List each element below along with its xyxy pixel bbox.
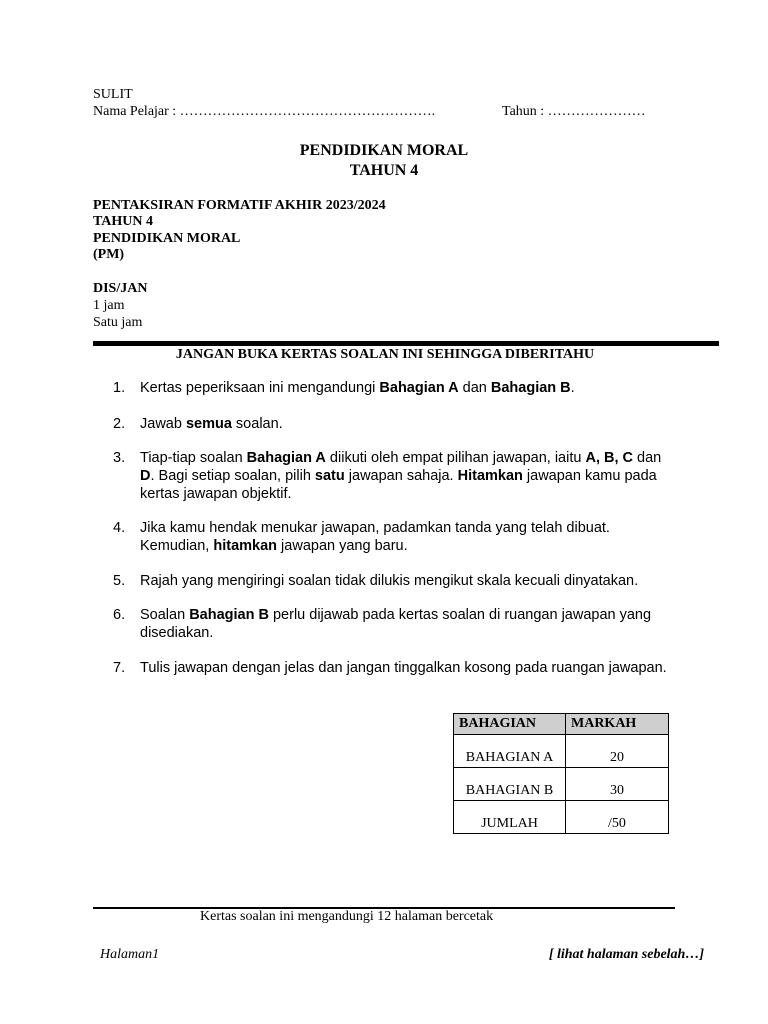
instruction-item bbox=[113, 606, 678, 642]
exam-duration: 1 jam bbox=[93, 298, 125, 313]
instruction-run: Soalan bbox=[140, 607, 190, 623]
instruction-run: dan bbox=[633, 450, 662, 466]
instruction-run: Jika kamu hendak menukar jawapan, padamkan tanda yang telah dibuat. Kemudian, bbox=[140, 520, 610, 554]
instruction-number: 2. bbox=[113, 416, 126, 432]
table-row bbox=[454, 735, 669, 768]
instruction-run: Rajah yang mengiringi soalan tidak dilukis mengikut skala kecuali dinyatakan. bbox=[140, 573, 639, 589]
instruction-text bbox=[140, 415, 678, 433]
instruction-item bbox=[113, 415, 678, 433]
instruction-run: Kertas peperiksaan ini mengandungi bbox=[140, 380, 380, 396]
exam-year: TAHUN 4 bbox=[93, 214, 154, 229]
instruction-run: Tulis jawapan dengan jelas dan jangan tinggalkan kosong pada ruangan jawapan. bbox=[140, 660, 667, 676]
subject-title: PENDIDIKAN MORAL bbox=[299, 142, 469, 159]
instruction-run: diikuti oleh empat pilihan jawapan, iaitu bbox=[325, 450, 586, 466]
year-field: Tahun : ………………… bbox=[502, 104, 646, 119]
instruction-emphasis: Hitamkan bbox=[457, 468, 523, 484]
instruction-run: . Bagi setiap soalan, pilih bbox=[150, 468, 315, 484]
instruction-number: 1. bbox=[113, 380, 126, 396]
instruction-emphasis: semua bbox=[185, 416, 232, 432]
marks-cell: 20 bbox=[566, 735, 669, 768]
exam-session: DIS/JAN bbox=[93, 281, 148, 296]
instruction-number: 5. bbox=[113, 573, 126, 589]
instruction-text bbox=[140, 379, 678, 397]
classification-label: SULIT bbox=[93, 87, 133, 102]
marks-table bbox=[453, 713, 669, 834]
table-header-row bbox=[454, 714, 669, 735]
marks-cell: 30 bbox=[566, 768, 669, 801]
section-cell: BAHAGIAN A bbox=[454, 735, 566, 768]
marks-cell: /50 bbox=[566, 801, 669, 834]
exam-subject: PENDIDIKAN MORAL bbox=[93, 231, 241, 246]
instruction-number: 4. bbox=[113, 520, 126, 536]
instruction-emphasis: satu bbox=[314, 468, 345, 484]
instruction-run: Jawab bbox=[140, 416, 186, 432]
instruction-run: perlu dijawab pada kertas soalan di ruangan jawapan yang disediakan. bbox=[140, 607, 652, 641]
instruction-run: jawapan sahaja. bbox=[344, 468, 458, 484]
instruction-emphasis: Bahagian A bbox=[246, 450, 326, 466]
next-page-note: [ lihat halaman sebelah…] bbox=[548, 947, 704, 962]
year-title: TAHUN 4 bbox=[349, 162, 419, 179]
instruction-emphasis: Bahagian A bbox=[379, 380, 459, 396]
instruction-run: soalan. bbox=[231, 416, 283, 432]
exam-name: PENTAKSIRAN FORMATIF AKHIR 2023/2024 bbox=[93, 198, 386, 213]
instruction-emphasis: Bahagian B bbox=[490, 380, 571, 396]
instruction-run: . bbox=[570, 380, 575, 396]
instruction-item bbox=[113, 659, 678, 677]
do-not-open-warning: JANGAN BUKA KERTAS SOALAN INI SEHINGGA DIBERITAHU bbox=[175, 347, 595, 362]
exam-subject-code: (PM) bbox=[93, 247, 125, 262]
instruction-emphasis: A, B, C bbox=[585, 450, 633, 466]
instruction-item bbox=[113, 379, 678, 397]
table-row bbox=[454, 768, 669, 801]
instruction-item bbox=[113, 572, 678, 590]
instruction-run: jawapan yang baru. bbox=[277, 538, 408, 554]
column-header: MARKAH bbox=[566, 714, 669, 735]
instruction-run: dan bbox=[458, 380, 491, 396]
instruction-item bbox=[113, 519, 678, 555]
instruction-emphasis: D bbox=[140, 468, 151, 484]
student-name-field: Nama Pelajar : ………………………………………………. bbox=[93, 104, 436, 119]
instruction-emphasis: Bahagian B bbox=[189, 607, 269, 623]
instruction-text bbox=[140, 519, 678, 555]
instruction-number: 7. bbox=[113, 660, 126, 676]
instruction-text bbox=[140, 606, 678, 642]
page-number: Halaman1 bbox=[100, 947, 160, 962]
instruction-number: 6. bbox=[113, 607, 126, 623]
instruction-text bbox=[140, 449, 678, 503]
page-count-note: Kertas soalan ini mengandungi 12 halaman bercetak bbox=[200, 909, 494, 924]
instruction-text bbox=[140, 572, 678, 590]
section-cell: JUMLAH bbox=[454, 801, 566, 834]
section-cell: BAHAGIAN B bbox=[454, 768, 566, 801]
instruction-emphasis: hitamkan bbox=[213, 538, 278, 554]
instruction-item bbox=[113, 449, 678, 503]
instruction-run: jawapan kamu pada kertas jawapan objektif. bbox=[140, 468, 657, 502]
instruction-run: Tiap-tiap soalan bbox=[140, 450, 247, 466]
instruction-number: 3. bbox=[113, 450, 126, 466]
instruction-text bbox=[140, 659, 678, 677]
column-header: BAHAGIAN bbox=[454, 714, 566, 735]
table-row bbox=[454, 801, 669, 834]
exam-duration-words: Satu jam bbox=[93, 315, 143, 330]
